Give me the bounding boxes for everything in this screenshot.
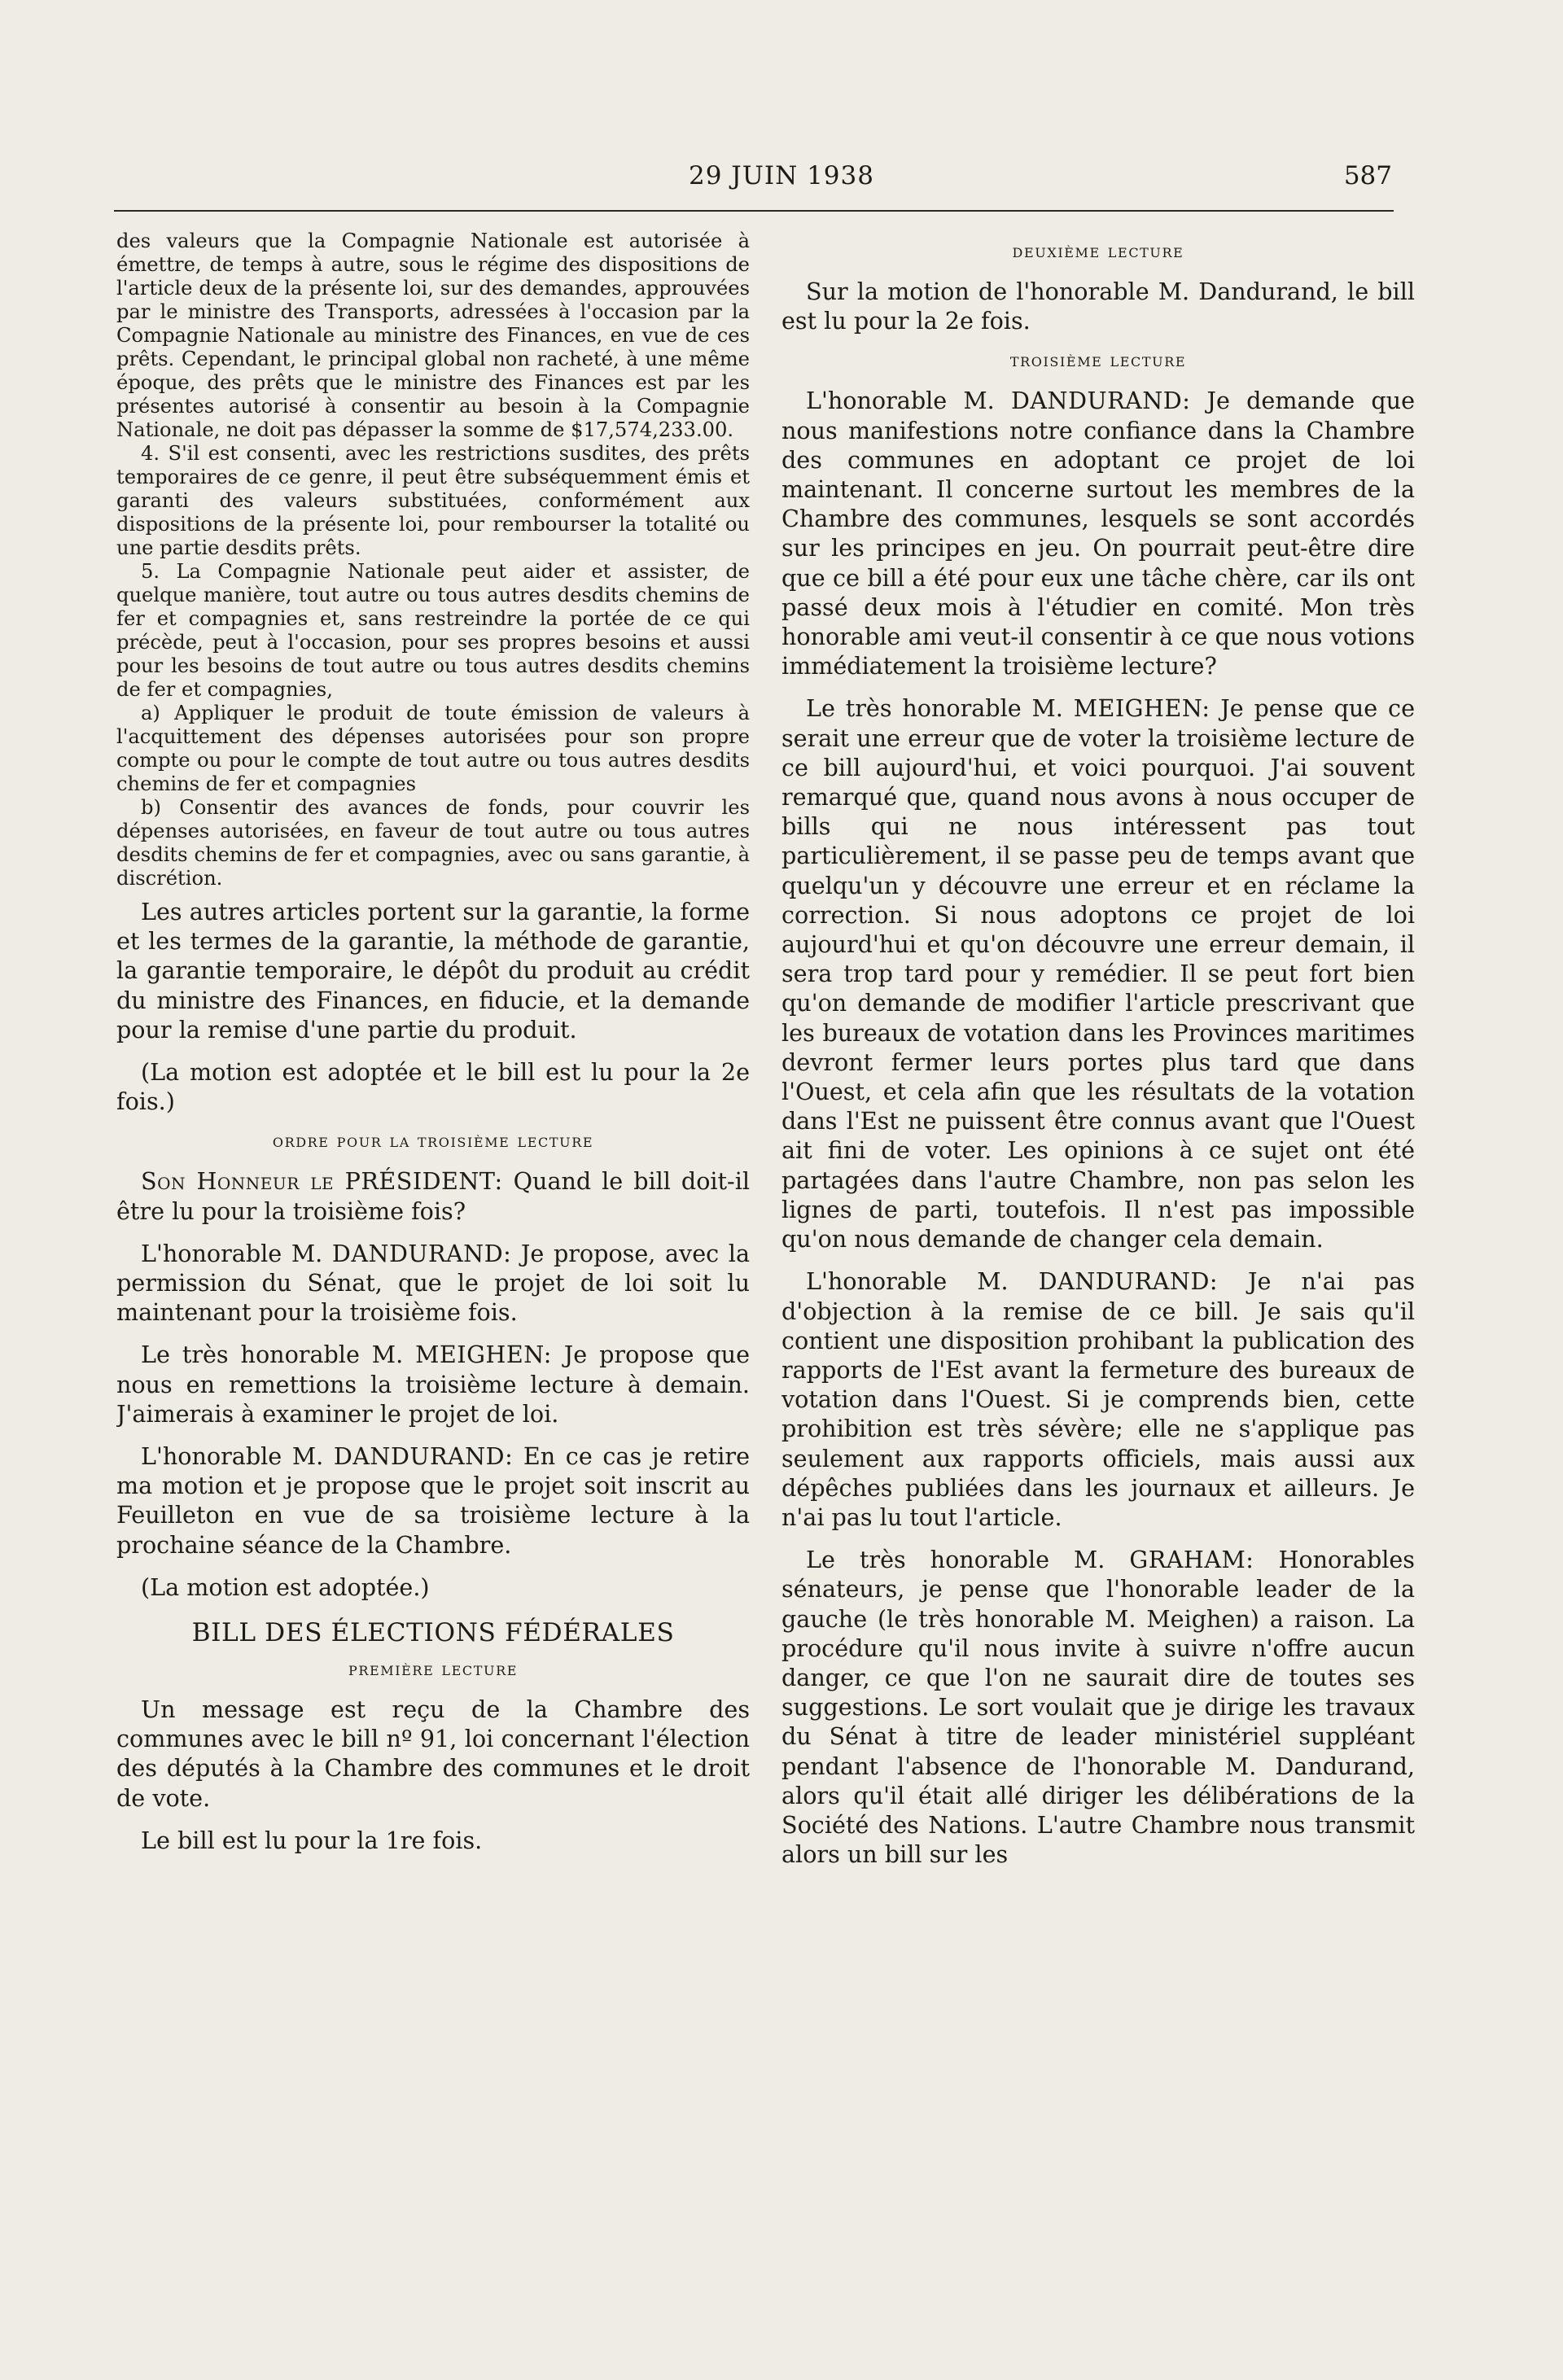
paragraph: [782, 386, 1415, 680]
page-header: [0, 161, 1563, 202]
paragraph: Le bill est lu pour la 1re fois.: [141, 1826, 483, 1854]
running-title: 29 JUIN 1938: [689, 161, 874, 190]
speech-text: Je propose, avec la permission du Sénat, que le projet de loi soit lu maintenant pour la troisième fois.: [116, 1239, 750, 1327]
speaker-name: DANDURAND:: [1038, 1267, 1219, 1296]
paragraph: Les autres articles portent sur la garantie, la forme et les termes de la garantie, la méthode de garantie, la garantie temporaire, le dépôt du produit au crédit du ministre des Finances, en fiducie, et la demande pour la remise d'une partie du produit.: [116, 898, 750, 1043]
paragraph: [116, 1442, 750, 1560]
section-heading: deuxième lecture: [1012, 239, 1184, 262]
paragraph: Sur la motion de l'honorable M. Dandurand, le bill est lu pour la 2e fois.: [782, 278, 1415, 335]
paragraph: 4. S'il est consenti, avec les restrictions susdites, des prêts temporaires de ce genre, il peut être subséquemment émis et garanti des valeurs substituées, conformément aux dispositions de la présente loi, pour rembourser la totalité ou une partie desdits prêts.: [116, 442, 750, 559]
paragraph: [782, 1545, 1415, 1869]
speech-text: Je pense que ce serait une erreur que de voter la troisième lecture de ce bill aujourd'hui, et voici pourquoi. J'ai souvent remarqué que, quand nous avons à nous occuper de bills qui ne nous intéressent pas tout particulièrement, il se passe peu de temps avant que quelqu'un y découvre une erreur et en réclame la correction. Si nous adoptons ce projet de loi aujourd'hui et qu'on découvre une erreur demain, il sera trop tard pour y remédier. Il se peut fort bien qu'on demande de modifier l'article prescrivant que les bureaux de votation dans les Provinces maritimes devront fermer leurs portes plus tard que dans l'Ouest, et cela afin que les résultats de la votation dans l'Est ne puissent être connus avant que l'Ouest ait fini de voter. Les opinions à ce sujet ont été partagées dans l'autre Chambre, non pas selon les lignes de parti, toutefois. Il n'est pas impossible qu'on nous demande de changer cela demain.: [782, 694, 1415, 1253]
paragraph: (La motion est adoptée.): [141, 1573, 430, 1601]
speaker-title: L'honorable M.: [806, 1267, 1039, 1296]
paragraph: [782, 1267, 1415, 1532]
right-column: [782, 230, 1415, 2199]
paragraph: Un message est reçu de la Chambre des communes avec le bill nº 91, loi concernant l'élection des députés à la Chambre des communes et le droit de vote.: [116, 1695, 750, 1812]
speaker-name: DANDURAND:: [1010, 387, 1191, 415]
speaker-title: Le très honorable M.: [806, 694, 1074, 723]
spacer: [116, 890, 750, 897]
speaker-name: MEIGHEN:: [415, 1341, 552, 1369]
paragraph: [116, 1166, 750, 1225]
speaker-name: DANDURAND:: [333, 1442, 514, 1471]
list-item: b) Consentir des avances de fonds, pour couvrir les dépenses autorisées, en faveur de tout autre ou tous autres desdits chemins de fer et compagnies, avec ou sans garantie, à discrétion.: [116, 796, 750, 890]
speaker-title: L'honorable M.: [141, 1239, 332, 1267]
speaker-name: GRAHAM:: [1129, 1546, 1254, 1574]
paragraph: [782, 693, 1415, 1253]
paragraph: (La motion est adoptée et le bill est lu pour la 2e fois.): [116, 1058, 750, 1116]
section-title: BILL DES ÉLECTIONS FÉDÉRALES: [191, 1618, 675, 1648]
page-number: 587: [1343, 161, 1392, 190]
speaker-title: Le très honorable M.: [806, 1546, 1130, 1574]
speech-text: En ce cas je retire ma motion et je propose que le projet soit inscrit au Feuilleton en vue de sa troisième lecture à la prochaine séance de la Chambre.: [116, 1442, 750, 1559]
list-item: a) Appliquer le produit de toute émission de valeurs à l'acquittement des dépenses autorisées pour son propre compte ou pour le compte de tout autre ou tous autres desdits chemins de fer et compagnies: [116, 702, 750, 795]
paragraph: [116, 1340, 750, 1428]
header-rule: [114, 210, 1394, 212]
speaker-name: MEIGHEN:: [1073, 694, 1211, 723]
paragraph: des valeurs que la Compagnie Nationale est autorisée à émettre, de temps à autre, sous le régime des dispositions de l'article deux de la présente loi, sur des demandes, approuvées par le ministre des Transports, adressées à l'occasion par la Compagnie Nationale au ministre des Finances, en vue de ces prêts. Cependant, le principal global non racheté, à une même époque, des prêts que le ministre des Finances est par les présentes autorisé à consentir au besoin à la Compagnie Nationale, ne doit pas dépasser la somme de $17,574,233.00.: [116, 230, 750, 441]
speech-text: Quand le bill doit-il être lu pour la troisième fois?: [116, 1167, 750, 1225]
paragraph: 5. La Compagnie Nationale peut aider et assister, de quelque manière, tout autre ou tous autres desdits chemins de fer et compagnies et, sans restreindre la portée de ce qui précède, peut à l'occasion, pour ses propres besoins et aussi pour les besoins de tout autre ou tous autres desdits chemins de fer et compagnies,: [116, 560, 750, 701]
speech-text: Je propose que nous en remettions la troisième lecture à demain. J'aimerais à examiner le projet de loi.: [116, 1341, 750, 1428]
section-heading: troisième lecture: [1009, 348, 1187, 372]
paragraph: [116, 1239, 750, 1328]
section-heading: première lecture: [348, 1657, 519, 1681]
speaker-name: Son Honneur le PRÉSIDENT:: [141, 1167, 503, 1196]
speaker-name: DANDURAND:: [331, 1239, 512, 1267]
speaker-title: L'honorable M.: [141, 1442, 334, 1471]
speech-text: Honorables sénateurs, je pense que l'honorable leader de la gauche (le très honorable M. Meighen) a raison. La procédure qu'il nous invite à suivre n'offre aucun danger, ce que l'on ne saurait dire de toutes ses suggestions. Le sort voulait que je dirige les travaux du Sénat à titre de leader ministériel suppléant pendant l'absence de l'honorable M. Dandurand, alors qu'il était allé diriger les délibérations de la Société des Nations. L'autre Chambre nous transmit alors un bill sur les: [782, 1546, 1415, 1869]
speech-text: Je demande que nous manifestions notre confiance dans la Chambre des communes en adoptant ce projet de loi maintenant. Il concerne surtout les membres de la Chambre des communes, lesquels se sont accordés sur les principes en jeu. On pourrait peut-être dire que ce bill a été pour eux une tâche chère, car ils ont passé deux mois à l'étudier en comité. Mon très honorable ami veut-il consentir à ce que nous votions immédiatement la troisième lecture?: [782, 387, 1415, 680]
left-column: [116, 230, 750, 2199]
speech-text: Je n'ai pas d'objection à la remise de ce bill. Je sais qu'il contient une disposition prohibant la publication des rapports de l'Est avant la fermeture des bureaux de votation dans l'Ouest. Si je comprends bien, cette prohibition est très sévère; elle ne s'applique pas seulement aux rapports officiels, mais aussi aux dépêches publiées dans les journaux et ailleurs. Je n'ai pas lu tout l'article.: [782, 1267, 1415, 1531]
speaker-title: Le très honorable M.: [141, 1341, 416, 1369]
speaker-title: L'honorable M.: [806, 387, 1011, 415]
section-heading: ordre pour la troisième lecture: [272, 1129, 594, 1153]
